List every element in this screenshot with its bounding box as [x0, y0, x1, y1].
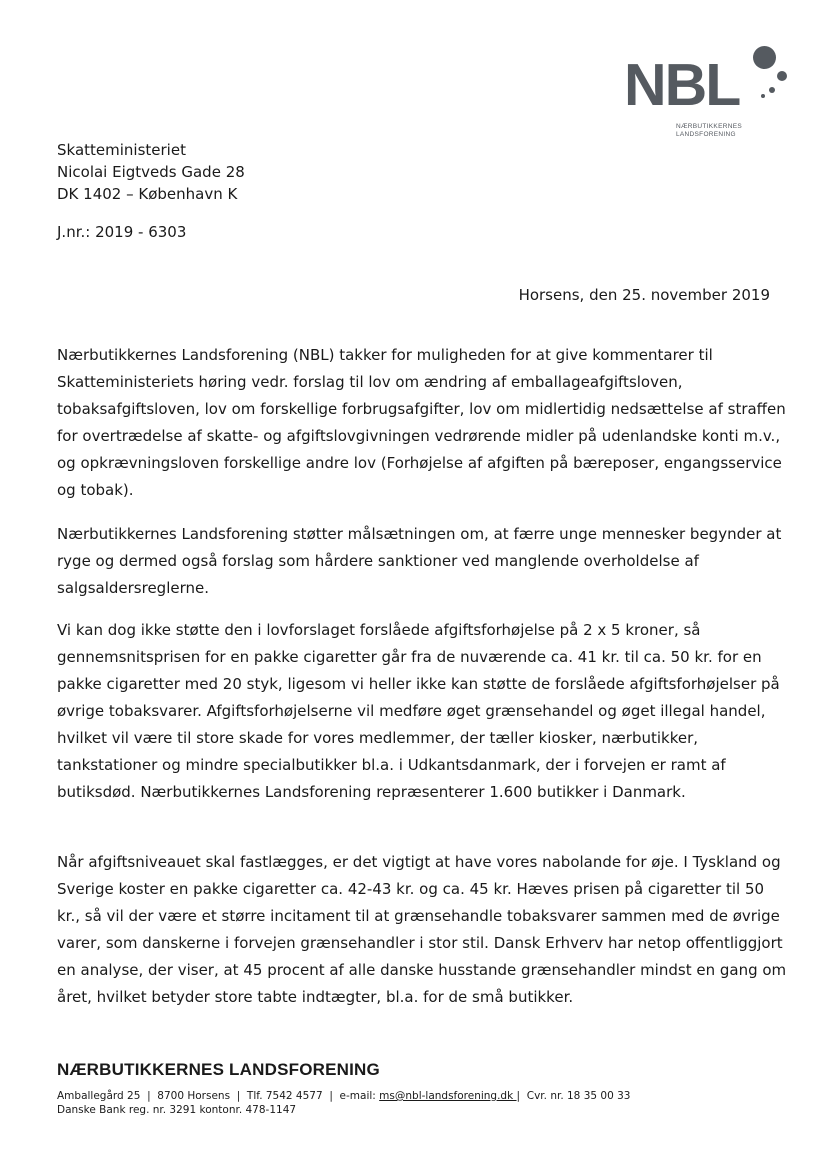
recipient-address	[57, 139, 245, 205]
recipient-line2: Nicolai Eigtveds Gade 28	[57, 163, 245, 181]
footer-contact	[57, 1089, 630, 1117]
footer-bank-line: Danske Bank reg. nr. 3291 kontonr. 478-1147	[57, 1104, 297, 1116]
date-line: Horsens, den 25. november 2019	[518, 286, 770, 304]
recipient-line3: DK 1402 – København K	[57, 185, 238, 203]
logo-dot-medium	[777, 71, 787, 81]
logo-subtitle-line2: LANDSFORENING	[676, 131, 736, 138]
logo-dot-large	[753, 46, 776, 69]
logo-subtitle-line1: NÆRBUTIKKERNES	[676, 123, 742, 130]
logo-wordmark: NBL	[624, 52, 740, 118]
footer-address-line	[57, 1089, 630, 1103]
reference-number: J.nr.: 2019 - 6303	[57, 223, 187, 241]
body-paragraph-2: Nærbutikkernes Landsforening støtter målsætningen om, at færre unge mennesker begynder at ryge og dermed også forslag som hårdere sanktioner ved manglende overholdelse af salgsaldersreglerne.	[57, 525, 782, 597]
logo-dot-small	[769, 87, 775, 93]
footer-email-link[interactable]: ms@nbl-landsforening.dk	[379, 1090, 517, 1102]
footer-address-suffix: | Cvr. nr. 18 35 00 33	[516, 1090, 631, 1102]
logo-dot-tiny	[761, 94, 765, 98]
footer-address-prefix: Amballegård 25 | 8700 Horsens | Tlf. 7542 4577 | e-mail:	[57, 1090, 380, 1102]
logo-subtitle	[676, 123, 786, 139]
footer-org-name: NÆRBUTIKKERNES LANDSFORENING	[57, 1060, 380, 1079]
body-paragraph-4: Når afgiftsniveauet skal fastlægges, er det vigtigt at have vores nabolande for øje. I Tyskland og Sverige koster en pakke cigaretter ca. 42-43 kr. og ca. 45 kr. Hæves prisen på cigaretter til 50 kr., så vil der være et større incitament til at grænsehandle tobaksvarer sammen med de øvrige varer, som danskerne i forvejen grænsehandler i stor stil. Dansk Erhverv har netop offentliggjort en analyse, der viser, at 45 procent af alle danske husstande grænsehandler mindst en gang om året, hvilket betyder store tabte indtægter, bl.a. for de små butikker.	[57, 853, 787, 1006]
recipient-line1: Skatteministeriet	[57, 141, 186, 159]
body-paragraph-3: Vi kan dog ikke støtte den i lovforslaget forslåede afgiftsforhøjelse på 2 x 5 kroner, så gennemsnitsprisen for en pakke cigaretter går fra de nuværende ca. 41 kr. til ca. 50 kr. for en pakke cigaretter med 20 styk, ligesom vi heller ikke kan støtte de forslåede afgiftsforhøjelser på øvrige tobaksvarer. Afgiftsforhøjelserne vil medføre øget grænsehandel og øget illegal handel, hvilket vil være til store skade for vores medlemmer, der tæller kiosker, nærbutikker, tankstationer og mindre specialbutikker bl.a. i Udkantsdanmark, der i forvejen er ramt af butiksdød. Nærbutikkernes Landsforening repræsenterer 1.600 butikker i Danmark.	[57, 621, 780, 801]
body-paragraph-1: Nærbutikkernes Landsforening (NBL) takker for muligheden for at give kommentarer til Skatteministeriets høring vedr. forslag til lov om ændring af emballageafgiftsloven, tobaksafgiftsloven, lov om forskellige forbrugsafgifter, lov om midlertidig nedsættelse af straffen for overtrædelse af skatte- og afgiftslovgivningen vedrørende midler på udenlandske konti m.v., og opkrævningsloven forskellige andre lov (Forhøjelse af afgiften på bæreposer, engangsservice og tobak).	[57, 346, 786, 499]
nbl-logo	[624, 44, 794, 144]
